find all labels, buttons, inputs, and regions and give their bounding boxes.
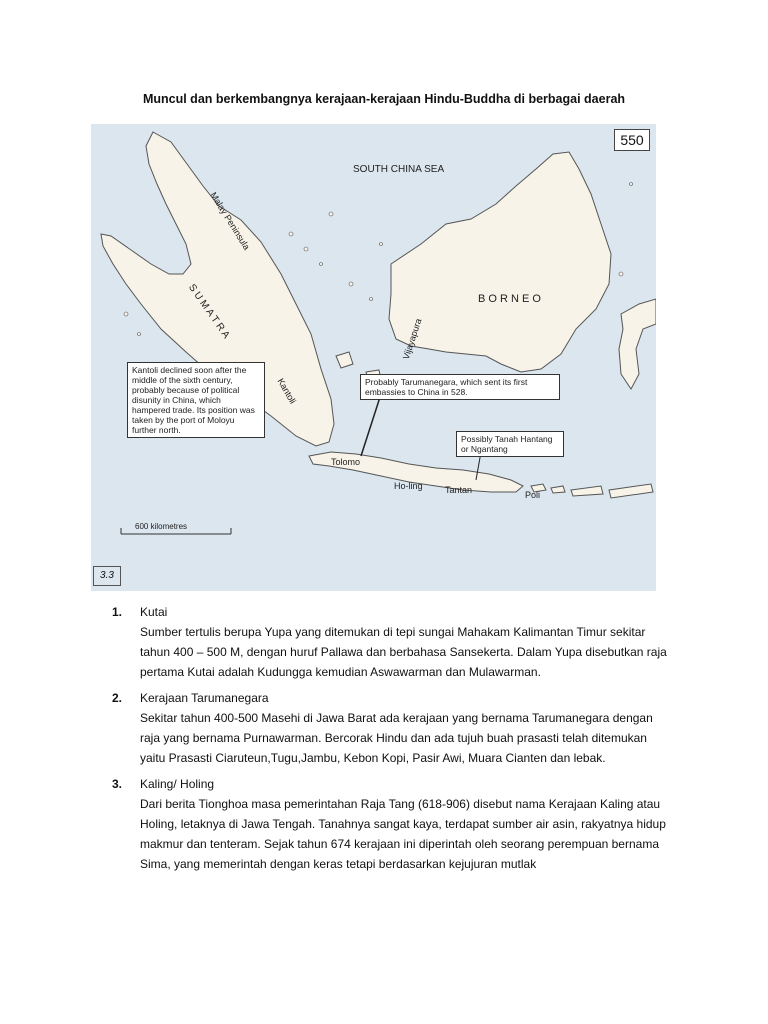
list-item (112, 688, 672, 768)
label-vijayapura: Vijayapura (400, 317, 424, 361)
item-body: Dari berita Tionghoa masa pemerintahan Raja Tang (618-906) disebut nama Kerajaan Kaling atau Holing, letaknya di Jawa Tengah. Tanahnya sangat kaya, terdapat sumber air asin, rakyatnya hidup makmur dan tenteram. Sejak tahun 674 kerajaan ini diperintah oleh seorang perempuan bernama Sima, yang memerintah dengan keras tetapi berdasarkan kejujuran mutlak (140, 797, 666, 871)
note-tanah-hantang: Possibly Tanah Hantang or Ngantang (456, 431, 564, 457)
label-sumatra: S U M A T R A (186, 282, 232, 341)
sulawesi-landmass (619, 299, 656, 389)
label-scale: 600 kilometres (135, 522, 188, 531)
page-title: Muncul dan berkembangnya kerajaan-kerajaan Hindu-Buddha di berbagai daerah (142, 92, 626, 106)
label-malay-peninsula: Malay Peninsula (208, 190, 252, 252)
label-borneo: B O R N E O (478, 293, 541, 305)
label-kantoli: Kantoli (275, 376, 298, 406)
list-item (112, 602, 672, 682)
note-kantoli: Kantoli declined soon after the middle of the sixth century, probably because of political disunity in China, which hampered trade. Its position was taken by the port of Moloyu further north. (127, 362, 265, 438)
item-number: 3. (112, 777, 123, 791)
item-title: Kutai (140, 605, 168, 619)
note-tarumanegara: Probably Tarumanegara, which sent its first embassies to China in 528. (360, 374, 560, 400)
item-body: Sekitar tahun 400-500 Masehi di Jawa Barat ada kerajaan yang bernama Tarumanegara dengan raja yang bernama Purnawarman. Bercorak Hindu dan ada tujuh buah prasasti telah ditemukan yaitu Prasasti Ciaruteun,Tugu,Jambu, Kebon Kopi, Pasir Awi, Muara Cianten dan lebak. (140, 711, 653, 765)
list-item (112, 774, 672, 874)
item-number: 2. (112, 691, 123, 705)
item-body: Sumber tertulis berupa Yupa yang ditemukan di tepi sungai Mahakam Kalimantan Timur sekitar tahun 400 – 500 M, dengan huruf Pallawa dan berbahasa Sansekerta. Dalam Yupa disebutkan raja pertama Kutai adalah Kudungga kemudian Aswawarman dan Mulawarman. (140, 625, 667, 679)
map-page-number: 550 (614, 129, 650, 151)
label-poli: Poli (525, 490, 541, 500)
item-title: Kaling/ Holing (140, 777, 215, 791)
label-tolomo: Tolomo (331, 457, 361, 467)
historical-map (91, 124, 656, 591)
figure-number: 3.3 (93, 566, 121, 586)
label-south-china-sea: SOUTH CHINA SEA (353, 164, 445, 175)
map-land-shapes (91, 124, 656, 591)
label-ho-ling: Ho-ling (394, 481, 423, 491)
item-number: 1. (112, 605, 123, 619)
label-tantan: Tantan (445, 485, 473, 495)
borneo-landmass (389, 152, 611, 372)
numbered-list (112, 602, 672, 880)
item-title: Kerajaan Tarumanegara (140, 691, 269, 705)
